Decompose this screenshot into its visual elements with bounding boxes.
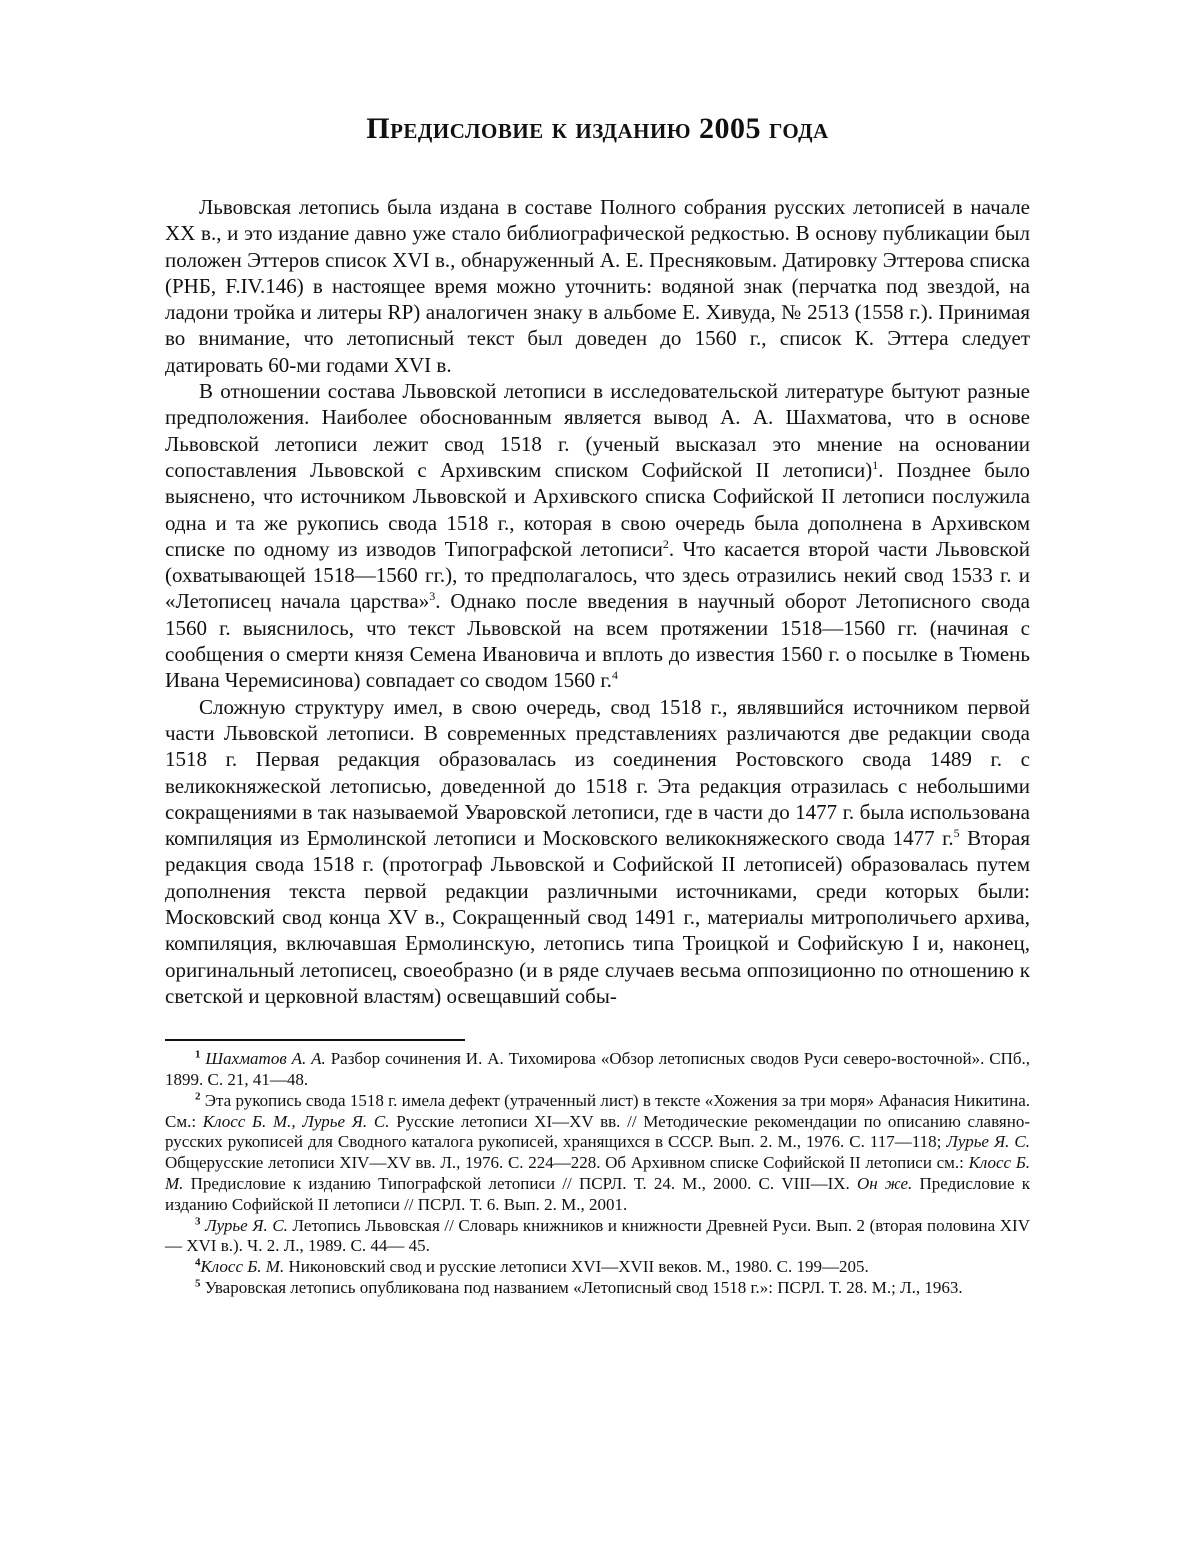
footnotes (165, 1049, 1030, 1299)
footnote-2 (165, 1091, 1030, 1216)
footnote-divider (165, 1039, 465, 1041)
footnote-marker-5[interactable]: 5 (953, 826, 960, 841)
footnote-author: Лурье Я. С. (946, 1132, 1030, 1152)
footnote-marker-1[interactable]: 1 (872, 457, 879, 472)
footnote-text: Летопись Львовская // Словарь книжников и книжности Древней Руси. Вып. 2 (вторая половина XIV — XVI в.). Ч. 2. Л., 1989. С. 44— 45. (165, 1215, 1030, 1256)
footnote-text: Уваровская летопись опубликована под названием «Летописный свод 1518 г.»: ПСРЛ. Т. 28. М.; Л., 1963. (200, 1277, 963, 1297)
footnote-text: Предисловие к изданию Софийской II летописи // ПСРЛ. Т. 6. Вып. 2. М., 2001. (165, 1173, 1030, 1214)
footnote-text: Эта рукопись свода 1518 г. имела дефект (утраченный лист) в тексте «Хожения за три моря» Афанасия Никитина. См.: (165, 1090, 1030, 1131)
footnote-author: Клосс Б. М. (165, 1153, 1031, 1193)
footnote-number: 2 (195, 1090, 201, 1103)
footnote-4 (165, 1257, 1030, 1278)
page-title: Предисловие к изданию 2005 года (366, 112, 829, 145)
footnote-author: Он же. (856, 1173, 913, 1193)
paragraph-2 (165, 378, 1030, 694)
footnote-text: Никоновский свод и русские летописи XVI—XVII веков. М., 1980. С. 199—205. (284, 1257, 869, 1277)
main-text (165, 194, 1030, 1009)
text-run: В отношении состава Львовской летописи в исследовательской литературе бытуют разные предположения. Наиболее обоснованным является вывод А. А. Шахматова, что в основе Львовской летописи лежит свод 1518 г. (ученый высказал это мнение на основании сопоставления Львовской с Архивским списком Софийской II летописи) (165, 379, 1030, 482)
footnote-text: Русские летописи XI—XV вв. // Методические рекомендации по описанию славяно-русских рукописей для Сводного каталога рукописей, хранящихся в СССР. Вып. 2. М., 1976. С. 117—118; (165, 1111, 1030, 1152)
text-run: . Однако после введения в научный оборот Летописного свода 1560 г. выяснилось, что текст Львовской на всем протяжении 1518—1560 гг. (начиная с сообщения о смерти князя Семена Ивановича и вплоть до известия 1560 г. о посылке в Тюмень Ивана Черемисинова) совпадает со сводом 1560 г. (165, 589, 1031, 693)
footnote-text: Разбор сочинения И. А. Тихомирова «Обзор летописных сводов Руси северо-восточной». СПб., 1899. С. 21, 41—48. (165, 1049, 1031, 1089)
text-run: . Позднее было выяснено, что источником Львовской и Архивского списка Софийской II летописи послужила одна и та же рукопись свода 1518 г., которая в свою очередь была дополнена в Архивском списке по одному из изводов Типографской летописи (165, 457, 1030, 561)
footnote-text: Общерусские летописи XIV—XV вв. Л., 1976. С. 224—228. Об Архивном списке Софийской II летописи см.: (165, 1153, 969, 1173)
text-run: Сложную структуру имел, в свою очередь, свод 1518 г., являвшийся источником первой части Львовской летописи. В современных представлениях различаются две редакции свода 1518 г. Первая редакция образовалась из соединения Ростовского свода 1489 г. с великокняжеской летописью, доведенной до 1518 г. Эта редакция отразилась с небольшими сокращениями в так называемой Уваровской летописи, где в части до 1477 г. была использована компиляция из Ермолинской летописи и Московского великокняжеского свода 1477 г. (165, 694, 1030, 851)
text-run: . Что касается второй части Львовской (охватывающей 1518—1560 гг.), то предполагалось, что здесь отразились некий свод 1533 г. и «Летописец начала царства» (165, 536, 1030, 614)
footnote-author: Шахматов А. А. (205, 1049, 326, 1069)
paragraph-3 (165, 694, 1030, 1010)
footnote-5 (165, 1278, 1030, 1299)
footnote-number: 4 (195, 1256, 201, 1269)
footnote-1 (165, 1049, 1030, 1091)
text-run: Вторая редакция свода 1518 г. (протограф Львовской и Софийской II летописей) образовалась путем дополнения текста первой редакции различными источниками, среди которых были: Московский свод конца XV в., Сокращенный свод 1491 г., материалы митрополичьего архива, компиляция, включавшая Ермолинскую, летопись типа Троицкой и Софийскую I и, наконец, оригинальный летописец, своеобразно (и в ряде случаев весьма оппозиционно по отношению к светской и церковной властям) освещавший собы- (165, 826, 1030, 1008)
footnote-author: Клосс Б. М. (200, 1257, 285, 1277)
paragraph-1: Львовская летопись была издана в составе Полного собрания русских летописей в начале XX в., и это издание давно уже стало библиографической редкостью. В основу публикации был положен Эттеров список XVI в., обнаруженный А. Е. Пресняковым. Датировку Эттерова списка (РНБ, F.IV.146) в настоящее время можно уточнить: водяной знак (перчатка под звездой, на ладони тройка и литеры RP) аналогичен знаку в альбоме Е. Хивуда, № 2513 (1558 г.). Принимая во внимание, что летописный текст был доведен до 1560 г., список К. Эттера следует датировать 60-ми годами XVI в. (165, 195, 1030, 377)
footnote-number: 3 (195, 1214, 201, 1227)
footnote-number: 5 (195, 1277, 201, 1290)
footnote-text: Предисловие к изданию Типографской летописи // ПСРЛ. Т. 24. М., 2000. С. VIII—IX. (183, 1173, 857, 1193)
footnote-number: 1 (195, 1048, 201, 1061)
footnote-author: Лурье Я. С. (205, 1215, 288, 1235)
footnote-marker-3[interactable]: 3 (429, 589, 436, 604)
footnote-marker-2[interactable]: 2 (662, 536, 669, 551)
footnote-3 (165, 1216, 1030, 1258)
footnote-marker-4[interactable]: 4 (611, 668, 618, 683)
footnote-author: Клосс Б. М., Лурье Я. С. (202, 1111, 390, 1131)
